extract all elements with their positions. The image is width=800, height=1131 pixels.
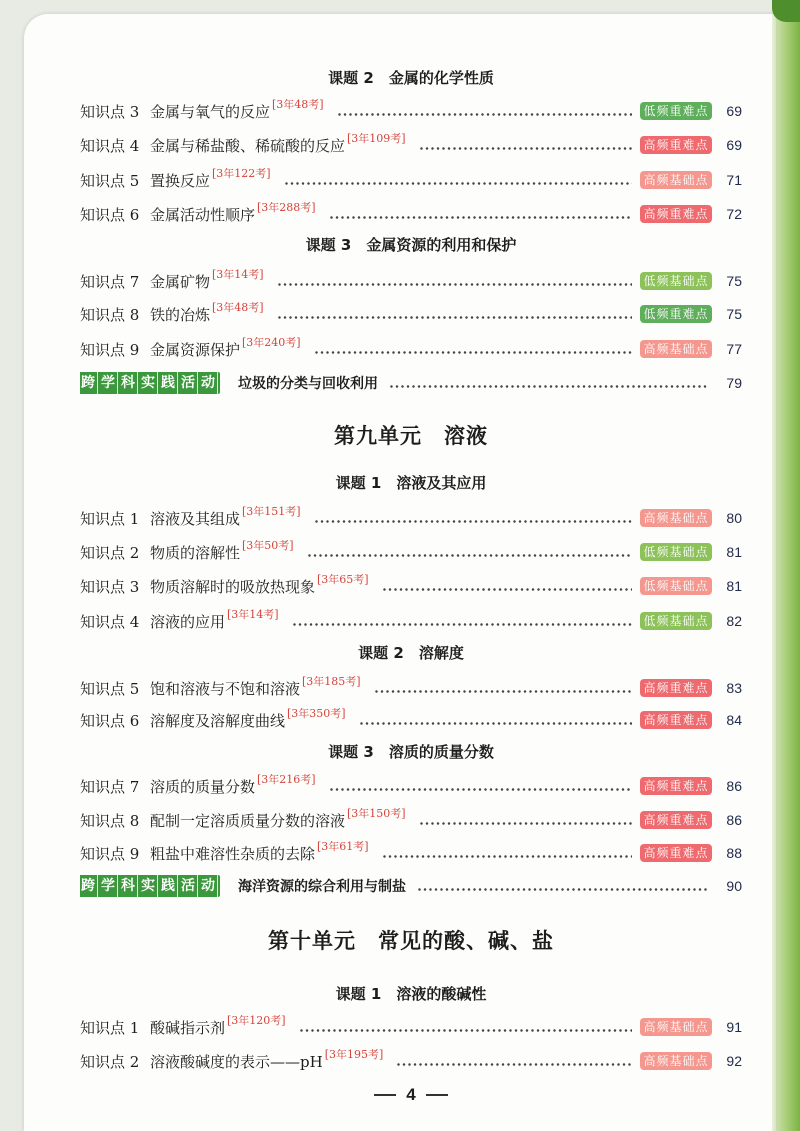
exam-frequency: [3年48考] <box>272 99 324 111</box>
footer-dash-right <box>426 1094 448 1096</box>
knowledge-point-title: 金属与稀盐酸、稀硫酸的反应 <box>150 136 346 155</box>
dotted-leader <box>315 351 632 354</box>
dotted-leader <box>300 1029 632 1032</box>
knowledge-point-title: 溶质的质量分数 <box>150 777 256 796</box>
exam-frequency: [3年151考] <box>242 506 301 518</box>
knowledge-point-row <box>80 609 742 633</box>
page-number: 80 <box>726 510 742 526</box>
exam-frequency: [3年350考] <box>287 708 346 720</box>
lesson-heading: 课题 3 溶质的质量分数 <box>328 743 494 761</box>
knowledge-point-title: 溶液及其组成 <box>150 509 241 528</box>
level-badge: 高频重难点 <box>640 205 712 223</box>
level-badge: 低频基础点 <box>640 612 712 630</box>
knowledge-point-label: 知识点 3 <box>80 577 140 596</box>
dotted-leader <box>383 855 632 858</box>
knowledge-point-row <box>80 540 742 564</box>
exam-frequency: [3年195考] <box>324 1049 384 1061</box>
page-number: 69 <box>726 103 742 119</box>
page-number: 75 <box>726 273 742 289</box>
level-badge: 高频重难点 <box>640 711 712 729</box>
page-edge-tab <box>772 0 800 22</box>
exam-frequency: [3年14考] <box>227 609 279 621</box>
exam-frequency: [3年122考] <box>212 168 271 180</box>
dotted-leader <box>315 520 632 523</box>
dotted-leader <box>383 588 632 591</box>
level-badge: 低频基础点 <box>640 272 712 290</box>
exam-frequency: [3年50考] <box>242 540 294 552</box>
knowledge-point-label: 知识点 9 <box>80 844 140 863</box>
lesson-heading: 课题 2 金属的化学性质 <box>328 69 494 87</box>
knowledge-point-row <box>80 133 742 157</box>
page-number: 72 <box>726 206 742 222</box>
knowledge-point-label: 知识点 1 <box>80 509 140 528</box>
knowledge-point-title: 金属资源保护 <box>150 340 241 359</box>
knowledge-point-row <box>80 574 742 598</box>
exam-frequency: [3年288考] <box>257 202 316 214</box>
level-badge: 低频基础点 <box>640 577 712 595</box>
exam-frequency: [3年150考] <box>347 808 406 820</box>
level-badge: 高频重难点 <box>640 679 712 697</box>
page-number: 82 <box>726 613 742 629</box>
dotted-leader <box>278 316 632 319</box>
page-footer <box>80 1083 742 1107</box>
activity-title: 海洋资源的综合利用与制盐 <box>238 879 406 895</box>
page-number: 69 <box>726 137 742 153</box>
knowledge-point-title: 酸碱指示剂 <box>150 1018 226 1037</box>
knowledge-point-label: 知识点 2 <box>80 543 140 562</box>
knowledge-point-label: 知识点 2 <box>80 1052 140 1071</box>
knowledge-point-row <box>80 774 742 798</box>
dotted-leader <box>308 554 632 557</box>
knowledge-point-row <box>80 168 742 192</box>
page-number: 79 <box>726 375 742 391</box>
knowledge-point-label: 知识点 9 <box>80 340 140 359</box>
page-number: 81 <box>726 578 742 594</box>
exam-frequency: [3年185考] <box>302 676 361 688</box>
page-number: 92 <box>726 1053 742 1069</box>
knowledge-point-label: 知识点 4 <box>80 136 140 155</box>
knowledge-point-title: 溶液的应用 <box>150 612 226 631</box>
lesson-heading: 课题 1 溶液及其应用 <box>335 474 487 492</box>
knowledge-point-title: 置换反应 <box>150 171 211 190</box>
dotted-leader <box>338 113 632 116</box>
activity-title: 垃圾的分类与回收利用 <box>238 376 378 392</box>
knowledge-point-row <box>80 808 742 832</box>
level-badge: 高频基础点 <box>640 509 712 527</box>
activity-row <box>80 371 742 395</box>
knowledge-point-row <box>80 676 742 700</box>
page-number: 86 <box>726 812 742 828</box>
knowledge-point-row <box>80 1015 742 1039</box>
page-edge-strip <box>772 0 800 1131</box>
activity-tag: 跨学科实践活动 <box>80 372 220 394</box>
exam-frequency: [3年109考] <box>347 133 406 145</box>
exam-frequency: [3年120考] <box>227 1015 286 1027</box>
page-number: 77 <box>726 341 742 357</box>
level-badge: 高频基础点 <box>640 1052 712 1070</box>
exam-frequency: [3年61考] <box>317 841 369 853</box>
activity-tag: 跨学科实践活动 <box>80 875 220 897</box>
knowledge-point-label: 知识点 6 <box>80 711 140 730</box>
knowledge-point-title: 铁的冶炼 <box>150 305 211 324</box>
dotted-leader <box>330 216 632 219</box>
knowledge-point-row <box>80 337 742 361</box>
dotted-leader <box>375 690 632 693</box>
page-number: 86 <box>726 778 742 794</box>
dotted-leader <box>420 822 632 825</box>
level-badge: 高频基础点 <box>640 1018 712 1036</box>
knowledge-point-label: 知识点 8 <box>80 305 140 324</box>
footer-dash-left <box>374 1094 396 1096</box>
footer-page-number: 4 <box>406 1085 416 1104</box>
page-number: 71 <box>726 172 742 188</box>
level-badge: 高频基础点 <box>640 340 712 358</box>
knowledge-point-label: 知识点 5 <box>80 171 140 190</box>
knowledge-point-title: 溶液酸碱度的表示——pH <box>150 1052 323 1071</box>
knowledge-point-title: 饱和溶液与不饱和溶液 <box>150 679 301 698</box>
dotted-leader <box>390 385 708 388</box>
knowledge-point-label: 知识点 4 <box>80 612 140 631</box>
knowledge-point-title: 粗盐中难溶性杂质的去除 <box>150 844 316 863</box>
knowledge-point-label: 知识点 7 <box>80 272 140 291</box>
exam-frequency: [3年14考] <box>212 269 264 281</box>
dotted-leader <box>397 1063 632 1066</box>
knowledge-point-row <box>80 99 742 123</box>
level-badge: 低频重难点 <box>640 102 712 120</box>
knowledge-point-row <box>80 1049 742 1073</box>
dotted-leader <box>330 788 632 791</box>
unit-title: 第十单元 常见的酸、碱、盐 <box>268 929 554 953</box>
level-badge: 高频基础点 <box>640 171 712 189</box>
dotted-leader <box>420 147 632 150</box>
page-number: 88 <box>726 845 742 861</box>
unit-title: 第九单元 溶液 <box>334 424 488 448</box>
page-number: 90 <box>726 878 742 894</box>
knowledge-point-row <box>80 506 742 530</box>
dotted-leader <box>285 182 632 185</box>
knowledge-point-label: 知识点 6 <box>80 205 140 224</box>
knowledge-point-row <box>80 302 742 326</box>
knowledge-point-title: 配制一定溶质质量分数的溶液 <box>150 811 346 830</box>
exam-frequency: [3年240考] <box>242 337 301 349</box>
level-badge: 低频基础点 <box>640 543 712 561</box>
knowledge-point-title: 金属活动性顺序 <box>150 205 256 224</box>
knowledge-point-title: 溶解度及溶解度曲线 <box>150 711 286 730</box>
dotted-leader <box>293 623 632 626</box>
dotted-leader <box>278 283 632 286</box>
knowledge-point-title: 金属矿物 <box>150 272 211 291</box>
activity-row <box>80 874 742 898</box>
knowledge-point-title: 物质的溶解性 <box>150 543 241 562</box>
knowledge-point-label: 知识点 8 <box>80 811 140 830</box>
knowledge-point-title: 金属与氧气的反应 <box>150 102 271 121</box>
level-badge: 高频重难点 <box>640 777 712 795</box>
knowledge-point-row <box>80 202 742 226</box>
level-badge: 高频重难点 <box>640 136 712 154</box>
page-number: 83 <box>726 680 742 696</box>
knowledge-point-row <box>80 708 742 732</box>
knowledge-point-row <box>80 841 742 865</box>
lesson-heading: 课题 2 溶解度 <box>358 644 464 662</box>
level-badge: 高频重难点 <box>640 811 712 829</box>
knowledge-point-label: 知识点 1 <box>80 1018 140 1037</box>
page-number: 91 <box>726 1019 742 1035</box>
knowledge-point-row <box>80 269 742 293</box>
exam-frequency: [3年65考] <box>317 574 369 586</box>
lesson-heading: 课题 1 溶液的酸碱性 <box>335 985 487 1003</box>
dotted-leader <box>360 722 632 725</box>
page-number: 81 <box>726 544 742 560</box>
page-number: 84 <box>726 712 742 728</box>
knowledge-point-label: 知识点 3 <box>80 102 140 121</box>
page-number: 75 <box>726 306 742 322</box>
exam-frequency: [3年216考] <box>257 774 316 786</box>
knowledge-point-label: 知识点 7 <box>80 777 140 796</box>
dotted-leader <box>418 888 708 891</box>
exam-frequency: [3年48考] <box>212 302 264 314</box>
lesson-heading: 课题 3 金属资源的利用和保护 <box>305 236 517 254</box>
level-badge: 低频重难点 <box>640 305 712 323</box>
level-badge: 高频重难点 <box>640 844 712 862</box>
knowledge-point-title: 物质溶解时的吸放热现象 <box>150 577 316 596</box>
knowledge-point-label: 知识点 5 <box>80 679 140 698</box>
